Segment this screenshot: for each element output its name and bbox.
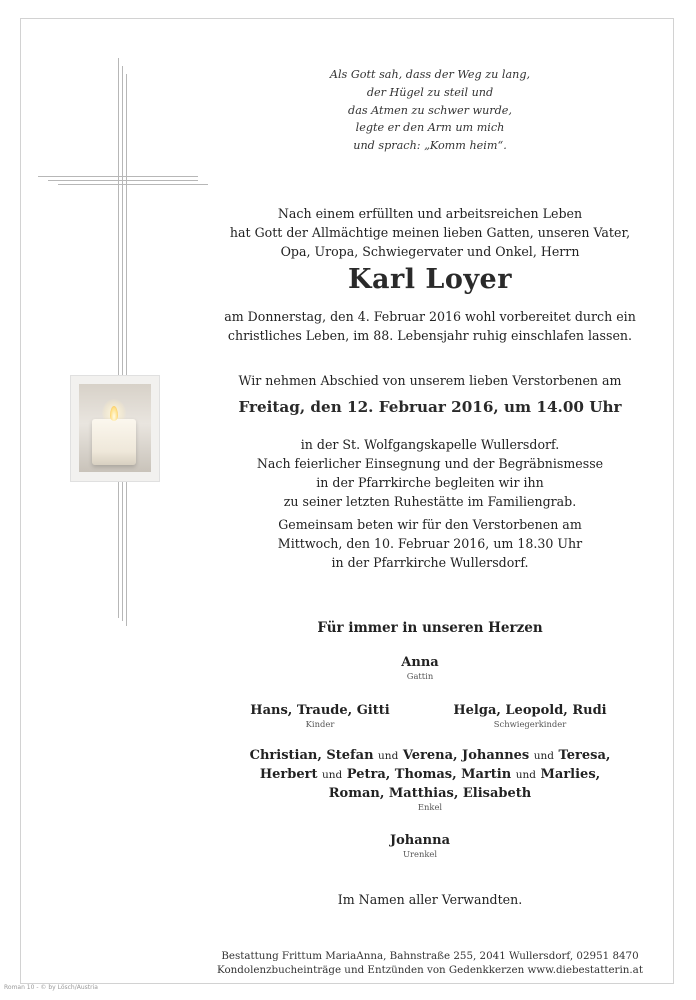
ceremony-line: in der Pfarrkirche begleiten wir ihn <box>316 475 544 490</box>
footer-line: Kondolenzbucheinträge und Entzünden von Gedenkkerzen www.diebestatterin.at <box>217 964 643 976</box>
death-details <box>180 307 680 345</box>
family-in-laws <box>430 703 630 730</box>
grandchildren-line: Christian, Stefan und Verena, Johannes und Teresa, <box>249 748 611 763</box>
verse-line: das Atmen zu schwer wurde, <box>348 103 512 117</box>
in-laws-role: Schwiegerkinder <box>493 719 567 729</box>
verse-line: der Hügel zu steil und <box>366 85 494 99</box>
family-children <box>230 703 410 730</box>
footer-line: Bestattung Frittum MariaAnna, Bahnstraße 255, 2041 Wullersdorf, 02951 8470 <box>221 950 639 962</box>
great-grandchildren-role: Urenkel <box>402 849 438 859</box>
great-grandchildren-name: Johanna <box>389 833 451 848</box>
ceremony-line: in der St. Wolfgangskapelle Wullersdorf. <box>300 437 560 452</box>
death-details-line: christliches Leben, im 88. Lebensjahr ruhig einschlafen lassen. <box>227 328 633 343</box>
wife-name: Anna <box>401 655 439 670</box>
verse <box>200 66 660 155</box>
children-names: Hans, Traude, Gitti <box>250 703 390 718</box>
forever-heading: Für immer in unseren Herzen <box>317 620 543 636</box>
ceremony-details <box>180 435 680 511</box>
verse-line: legte er den Arm um mich <box>355 121 505 135</box>
family-grandchildren <box>220 748 640 813</box>
candle-photo <box>70 375 160 482</box>
in-laws-names: Helga, Leopold, Rudi <box>453 703 607 718</box>
intro-line: Opa, Uropa, Schwiegervater und Onkel, Herrn <box>280 244 580 259</box>
funeral-date: Freitag, den 12. Februar 2016, um 14.00 Uhr <box>238 398 622 416</box>
family-wife <box>330 655 510 682</box>
verse-line: und sprach: „Komm heim“. <box>353 139 507 153</box>
footer <box>180 949 680 977</box>
intro-line: Nach einem erfüllten und arbeitsreichen Leben <box>277 206 583 221</box>
wife-role: Gattin <box>406 671 434 681</box>
death-details-line: am Donnerstag, den 4. Februar 2016 wohl vorbereitet durch ein <box>224 309 636 324</box>
children-role: Kinder <box>305 719 335 729</box>
ceremony-line: Nach feierlicher Einsegnung und der Begräbnismesse <box>256 456 604 471</box>
grandchildren-line: Herbert und Petra, Thomas, Martin und Marlies, <box>259 767 601 782</box>
margin-note: Roman 10 - © by Lösch/Austria <box>4 984 98 991</box>
farewell-text: Wir nehmen Abschied von unserem lieben Verstorbenen am <box>238 373 622 388</box>
intro-text <box>180 204 680 261</box>
grandchildren-role: Enkel <box>417 802 443 812</box>
verse-line: Als Gott sah, dass der Weg zu lang, <box>329 68 531 81</box>
ceremony-line: zu seiner letzten Ruhestätte im Familiengrab. <box>283 494 577 509</box>
deceased-name: Karl Loyer <box>348 264 512 295</box>
intro-line: hat Gott der Allmächtige meinen lieben Gatten, unseren Vater, <box>229 225 631 240</box>
grandchildren-line: Roman, Matthias, Elisabeth <box>328 786 532 801</box>
prayer-line: Gemeinsam beten wir für den Verstorbenen am <box>278 517 582 532</box>
prayer-details <box>180 515 680 572</box>
family-great-grandchildren <box>330 833 510 860</box>
prayer-line: Mittwoch, den 10. Februar 2016, um 18.30 Uhr <box>277 536 583 551</box>
prayer-line: in der Pfarrkirche Wullersdorf. <box>331 555 529 570</box>
closing-text: Im Namen aller Verwandten. <box>337 892 523 907</box>
